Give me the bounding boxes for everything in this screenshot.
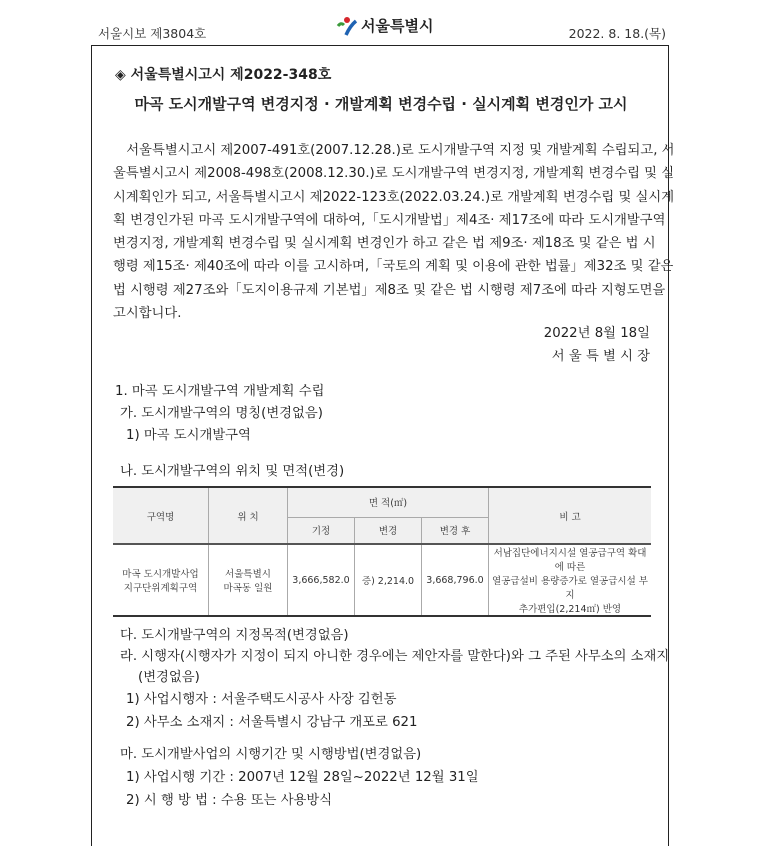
section-ra-1: 1) 사업시행자 : 서울주택도시공사 사장 김헌동 — [126, 692, 397, 707]
body-line: 법 시행령 제27조와「도지이용규제 기본법」제8조 및 같은 법 시행령 제7조에 따라 지형도면을 — [113, 282, 666, 298]
section-na: 나. 도시개발구역의 위치 및 면적(변경) — [120, 464, 345, 479]
table-row — [113, 544, 651, 616]
section-ra-cont: (변경없음) — [138, 670, 200, 685]
issue-number: 서울시보 제3804호 — [98, 26, 207, 41]
cell-note — [489, 544, 652, 616]
th-after: 변경 후 — [422, 517, 489, 544]
cell-line: 마곡동 일원 — [223, 583, 273, 594]
section-da: 다. 도시개발구역의 지정목적(변경없음) — [120, 628, 349, 643]
th-existing: 기정 — [288, 517, 355, 544]
section-ra-2: 2) 사무소 소재지 : 서울특별시 강남구 개포로 621 — [126, 715, 418, 730]
body-line: 울특별시고시 제2008-498호(2008.12.30.)로 도시개발구역 변경지정, 개발계획 변경수립 및 실 — [113, 166, 675, 182]
section-1: 1. 마곡 도시개발구역 개발계획 수립 — [115, 384, 325, 399]
th-location: 위 치 — [209, 487, 288, 544]
logo-text: 서울특별시 — [361, 17, 434, 35]
body-line: 획 변경인가된 마곡 도시개발구역에 대하여,「도시개발법」제4조· 제17조에 따라 도시개발구역 — [113, 212, 666, 228]
body-line: 고시합니다. — [113, 306, 182, 322]
notice-number: ◈ 서울특별시고시 제2022-348호 — [115, 67, 332, 83]
cell-line: 추가편입(2,214㎡) 반영 — [518, 604, 622, 615]
body-line: 시계획인가 되고, 서울특별시고시 제2022-123호(2022.03.24.)로 개발계획 변경수립 및 실시계 — [113, 189, 675, 205]
section-ga-1: 1) 마곡 도시개발구역 — [126, 428, 251, 443]
cell-line: 서남집단에너지시설 열공급구역 확대에 따른 — [493, 548, 647, 573]
cell-name — [113, 544, 209, 616]
area-table — [113, 486, 651, 617]
cell-line: 열공급설비 용량증가로 열공급시설 부지 — [492, 576, 648, 601]
cell-change: 증) 2,214.0 — [355, 544, 422, 616]
th-name: 구역명 — [113, 487, 209, 544]
section-ra: 라. 시행자(시행자가 지정이 되지 아니한 경우에는 제안자를 말한다)와 그 주된 사무소의 소재지 — [120, 649, 670, 664]
cell-line: 서울특별시 — [225, 569, 271, 580]
signer: 서 울 특 별 시 장 — [551, 349, 650, 364]
cell-line: 지구단위계획구역 — [123, 583, 198, 594]
cell-existing: 3,666,582.0 — [288, 544, 355, 616]
section-ga: 가. 도시개발구역의 명칭(변경없음) — [120, 406, 323, 421]
notice-title: 마곡 도시개발구역 변경지정 · 개발계획 변경수립 · 실시계획 변경인가 고시 — [134, 95, 628, 113]
th-area: 면 적(㎡) — [288, 487, 489, 517]
cell-after: 3,668,796.0 — [422, 544, 489, 616]
seoul-emblem-icon — [336, 16, 358, 36]
body-line: 행령 제15조· 제40조에 따라 이를 고시하며,「국토의 계획 및 이용에 관한 법률」제32조 및 같은 — [113, 259, 674, 275]
th-change: 변경 — [355, 517, 422, 544]
issue-date: 2022. 8. 18.(목) — [568, 26, 666, 41]
seoul-logo — [336, 15, 433, 36]
section-ma-2: 2) 시 행 방 법 : 수용 또는 사용방식 — [126, 793, 333, 808]
th-note: 비 고 — [489, 487, 652, 544]
notice-body — [113, 139, 675, 325]
sign-date: 2022년 8월 18일 — [543, 326, 650, 341]
section-ma: 마. 도시개발사업의 시행기간 및 시행방법(변경없음) — [120, 747, 422, 762]
cell-location — [209, 544, 288, 616]
body-line: 변경지정, 개발계획 변경수립 및 실시계획 변경인가 하고 같은 법 제9조· 제18조 및 같은 법 시 — [113, 236, 656, 252]
cell-line: 마곡 도시개발사업 — [122, 569, 199, 580]
section-ma-1: 1) 사업시행 기간 : 2007년 12월 28일~2022년 12월 31일 — [126, 770, 479, 785]
body-line: 서울특별시고시 제2007-491호(2007.12.28.)로 도시개발구역 지정 및 개발계획 수립되고, 서 — [113, 143, 675, 158]
